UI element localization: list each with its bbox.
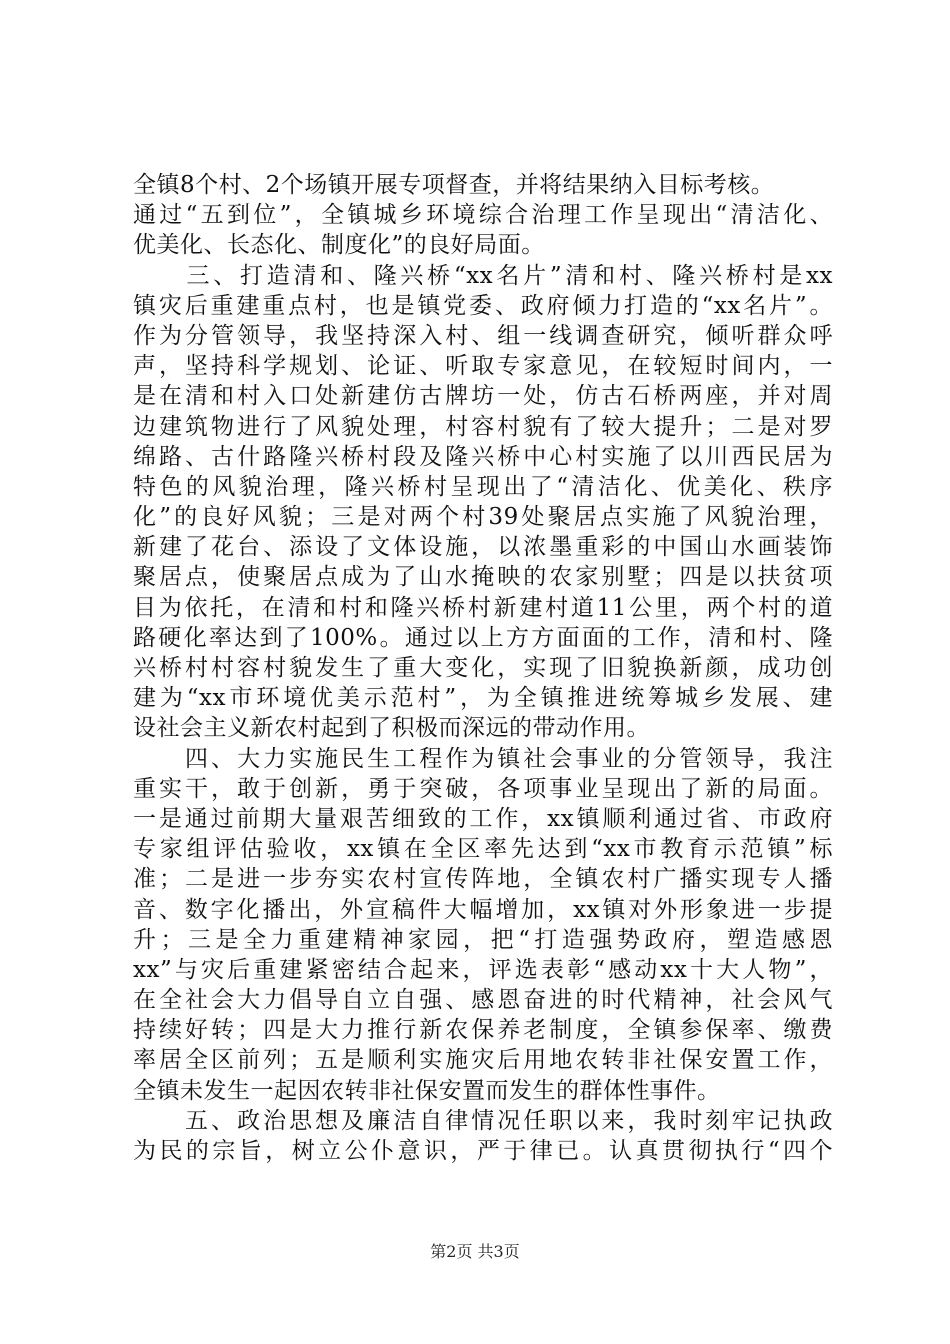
- text-line: 边建筑物进行了风貌处理，村容村貌有了较大提升；二是对罗: [133, 413, 833, 440]
- text-line: 全镇8个村、2个场镇开展专项督查，并将结果纳入目标考核。: [133, 172, 775, 198]
- text-line: 设社会主义新农村起到了积极而深远的带动作用。: [133, 715, 650, 742]
- text-line: 全镇未发生一起因农转非社保安置而发生的群体性事件。: [133, 1077, 721, 1104]
- text-line: 率居全区前列；五是顺利实施灾后用地农转非社保安置工作，: [133, 1047, 833, 1074]
- text-line: 四、大力实施民生工程作为镇社会事业的分管领导，我注: [133, 745, 833, 772]
- text-line: 建为“xx市环境优美示范村”，为全镇推进统筹城乡发展、建: [133, 685, 833, 712]
- text-line: 一是通过前期大量艰苦细致的工作，xx镇顺利通过省、市政府: [133, 805, 833, 832]
- text-line: 通过“五到位”，全镇城乡环境综合治理工作呈现出“清洁化、: [133, 202, 833, 229]
- text-line: 特色的风貌治理，隆兴桥村呈现出了“清洁化、优美化、秩序: [133, 473, 833, 500]
- text-line: 升；三是全力重建精神家园，把“打造强势政府，塑造感恩: [133, 926, 833, 953]
- text-line: 为民的宗旨，树立公仆意识，严于律已。认真贯彻执行“四个: [133, 1138, 833, 1164]
- text-line: 是在清和村入口处新建仿古牌坊一处，仿古石桥两座，并对周: [133, 383, 833, 410]
- text-line: 兴桥村村容村貌发生了重大变化，实现了旧貌换新颜，成功创: [133, 655, 833, 681]
- text-line: 在全社会大力倡导自立自强、感恩奋进的时代精神，社会风气: [133, 987, 833, 1014]
- page-footer: 第2页 共3页: [430, 1242, 520, 1261]
- text-line: 新建了花台、添设了文体设施，以浓墨重彩的中国山水画装饰: [133, 534, 833, 561]
- text-line: 作为分管领导，我坚持深入村、组一线调查研究，倾听群众呼: [133, 322, 833, 349]
- text-line: 准；二是进一步夯实农村宣传阵地，全镇农村广播实现专人播: [133, 866, 833, 893]
- text-line: 专家组评估验收，xx镇在全区率先达到“xx市教育示范镇”标: [133, 836, 833, 863]
- text-line: 优美化、长态化、制度化”的良好局面。: [133, 232, 545, 259]
- text-line: 镇灾后重建重点村，也是镇党委、政府倾力打造的“xx名片”。: [133, 292, 833, 319]
- text-line: 音、数字化播出，外宣稿件大幅增加，xx镇对外形象进一步提: [133, 896, 833, 923]
- text-line: 五、政治思想及廉洁自律情况任职以来，我时刻牢记执政: [133, 1107, 833, 1134]
- text-line: 目为依托，在清和村和隆兴桥村新建村道11公里，两个村的道: [133, 594, 833, 621]
- body-text: [133, 170, 833, 1166]
- text-line: 绵路、古什路隆兴桥村段及隆兴桥中心村实施了以川西民居为: [133, 443, 833, 470]
- text-line: 三、打造清和、隆兴桥“xx名片”清和村、隆兴桥村是xx: [133, 262, 833, 289]
- text-line: 重实干，敢于创新，勇于突破，各项事业呈现出了新的局面。: [133, 775, 833, 802]
- text-line: 持续好转；四是大力推行新农保养老制度，全镇参保率、缴费: [133, 1017, 833, 1044]
- text-line: xx”与灾后重建紧密结合起来，评选表彰“感动xx十大人物”，: [133, 956, 833, 983]
- text-line: 聚居点，使聚居点成为了山水掩映的农家别墅；四是以扶贫项: [133, 564, 833, 591]
- text-line: 路硬化率达到了100%。通过以上方方面面的工作，清和村、隆: [133, 624, 833, 651]
- text-line: 声，坚持科学规划、论证、听取专家意见，在较短时间内，一: [133, 353, 833, 380]
- text-line: 化”的良好风貌；三是对两个村39处聚居点实施了风貌治理，: [133, 504, 833, 531]
